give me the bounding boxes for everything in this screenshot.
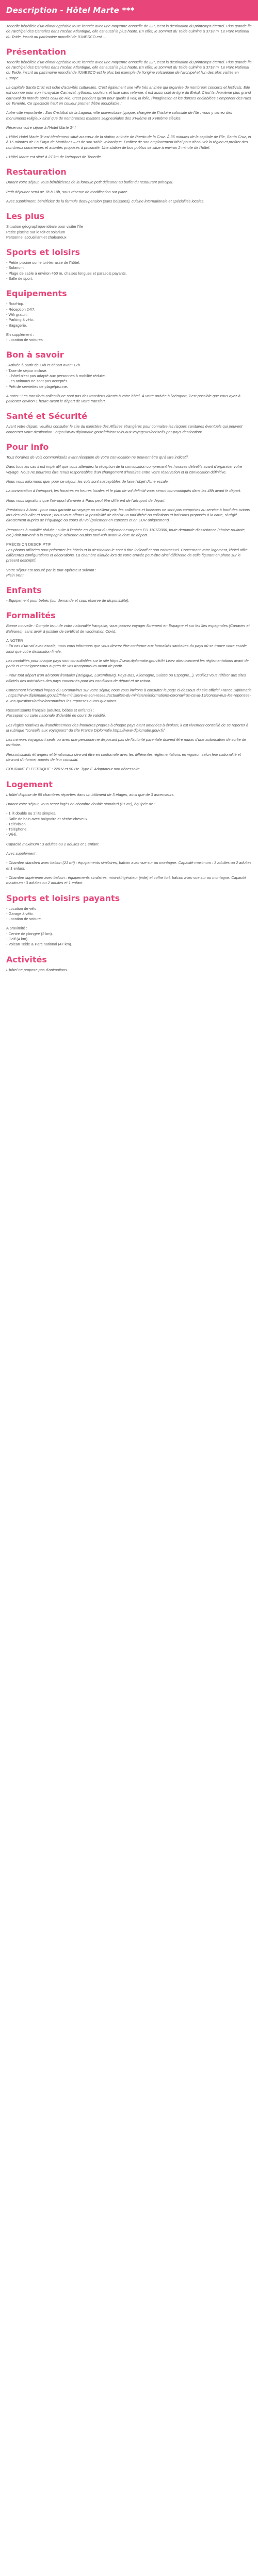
list-item: - Télévision. [6, 821, 27, 826]
formalites-paragraph: Passeport ou carte nationale d'identité en cours de validité. [6, 713, 106, 718]
logement-paragraph: L'hôtel dispose de 95 chambres réparties dans un bâtiment de 3 étages, ainsi que de 3 ascenseurs. [6, 792, 175, 797]
enfants-line: - Equipement pour bébés (sur demande et sous réserve de disponibilité). [6, 598, 130, 603]
equipements-extra-list [6, 332, 252, 343]
logement-list [6, 811, 252, 837]
list-item: - Petite piscine sur le toit-terrasse de l'hôtel. [6, 260, 80, 265]
list-item: - Bagagerie. [6, 323, 27, 328]
presentation-paragraph: L'Hôtel Marte est situé à 27 km de l'aéroport de Tenerife. [6, 155, 102, 160]
pour-info-paragraph: Les photos utilisées pour présenter les hôtels et la destination le sont à titre indicatif et non contractuel. Concernant votre logement, l'hôtel offre différentes configurations et décorations. La chambre allouée lors de votre arrivée peut-être ainsi différente de celle figurant en photo sur le présent descriptif. [6, 547, 248, 563]
formalites-subheading: A NOTER [6, 638, 23, 643]
bon-savoir-heading: Bon à savoir [6, 350, 64, 360]
logement-supplement: - Chambre supérieure avec balcon : équipements similaires, mini-réfrigérateur (vide) et coffre fort, balcon avec vue sur ou montagne. Capacité maximum : 3 adultes ou 2 adultes et 1 enfant. [6, 875, 247, 886]
presentation-paragraph: Autre ville importante : San Cristóbal de la Laguna, ville universitaire typique, chargée de l'histoire coloniale de l'île ; vous y verrez des monuments religieux ainsi que de nombreuses maisons seigneuriales des XVIIème et XVIIIème siècles. [6, 110, 232, 121]
title-banner [0, 0, 258, 21]
formalites-paragraph: COURANT ÉLECTRIQUE : 220 V et 50 Hz. Type F. Adaptateur non nécessaire. [6, 767, 141, 772]
list-item: - Réception 24/7. [6, 307, 36, 312]
pour-info-subheading: PRÉCISION DESCRIPTIF [6, 542, 51, 547]
list-item: - Garage à vélo. [6, 911, 34, 916]
formalites-heading: Formalités [6, 611, 56, 621]
presentation-paragraph: Réservez votre séjour à l'Hotel Marte 3* ! [6, 125, 76, 130]
pour-info-paragraph: Nous vous signalons que l'aéroport d'arrivée à Paris peut être différent de l'aéroport de départ. [6, 498, 166, 503]
bon-savoir-list [6, 363, 252, 389]
logement-supplement-title: Avec supplément : [6, 851, 38, 856]
proximite-list [6, 926, 252, 947]
activites-line: L'hôtel ne propose pas d'animations. [6, 967, 68, 972]
restauration-paragraph: Durant votre séjour, vous bénéficierez de la formule petit déjeuner au buffet du restaurant principal. [6, 180, 173, 185]
list-item: - Location de voitures. [6, 337, 44, 343]
logement-capacity: Capacité maximum : 3 adultes ou 2 adultes et 1 enfant. [6, 841, 100, 846]
equipements-list [6, 301, 252, 328]
list-item: - Solarium. [6, 265, 25, 270]
activites-heading: Activités [6, 954, 47, 964]
list-item: - Les animaux ne sont pas acceptés. [6, 379, 69, 384]
list-item: Petite piscine sur le toit et solarium [6, 229, 66, 234]
pour-info-paragraph: La convocation à l'aéroport, les horaires en heures locales et le plan de vol définitif vous seront communiqués dans les 48h avant le départ. [6, 488, 241, 494]
list-item: - Location de voiture. [6, 917, 42, 922]
pour-info-paragraph: Tous horaires de vols communiqués avant réception de votre convocation ne peuvent être qu'à titre indicatif. [6, 455, 189, 460]
equipements-heading: Equipements [6, 289, 67, 299]
list-item: - Parking à vélo. [6, 317, 34, 323]
list-item: En supplément : [6, 332, 34, 337]
list-item: - L'hôtel n'est pas adapté aux personnes à mobilité réduite. [6, 373, 106, 378]
list-item: Personnel accueillant et chaleureux [6, 234, 67, 240]
pour-info-heading: Pour info [6, 442, 49, 452]
list-item: - 1 lit double ou 2 lits simples. [6, 811, 56, 816]
enfants-heading: Enfants [6, 585, 42, 596]
presentation-paragraph: L'Hôtel Hotel Marte 3* est idéalement situé au cœur de la station animée de Puerto de la Cruz. À 35 minutes de la capitale de l'île, Santa Cruz, et à 15 minutes de La Playa de Martiánez – et de son sable volcanique. Profitez de son emplacement idéal pour découvrir la région et profiter des nombreux commerces et activités proposés à proximité. Une station de bus publics se situe à environ 2 minute de l'hôtel. [6, 134, 251, 150]
page-title: Description - Hôtel Marte *** [6, 6, 135, 15]
formalites-paragraph: Les mineurs voyageant seuls ou avec une personne ne disposant pas de l'autorité parentale doivent être munis d'une autorisation de sortie de territoire. [6, 737, 247, 748]
formalites-paragraph: Les règles relatives au franchissement des frontières propres à chaque pays étant amenées à évoluer, il est vivement conseillé de se reporter à la rubrique "conseils aux voyageurs" du site France Diplomatie.https://www.diplomatie.gouv.fr/ [6, 722, 249, 733]
intro-paragraph: Tenerife bénéficie d'un climat agréable toute l'année avec une moyenne annuelle de 22°, c'est la destination du printemps éternel. Plus grande île de l'archipel des Canaries dans l'océan Atlantique, elle est aussi la plus haute. En effet, le sommet du Teide culmine à 3718 m. Le Parc National du Teide, inscrit au patrimoine mondial de l'UNESCO est ... [6, 24, 252, 39]
list-item: - Centre de plongée (2 km). [6, 931, 53, 936]
sports-heading: Sports et loisirs [6, 247, 80, 258]
proximite-title: A proximité : [6, 926, 27, 931]
sports-list [6, 260, 252, 281]
presentation-paragraph: Tenerife bénéficie d'un climat agréable toute l'année avec une moyenne annuelle de 22°, c'est la destination du printemps éternel. Plus grande île de l'archipel des Canaries dans l'océan Atlantique, elle est aussi la plus haute. En effet, le sommet du Teide culmine à 3718 m. Le Parc National du Teide, inscrit au patrimoine mondial de l'UNESCO est le plus bel exemple de l'origine volcanique de l'archipel et l'un des plus visités en Europe. [6, 59, 252, 80]
restauration-heading: Restauration [6, 167, 67, 177]
sante-heading: Santé et Sécurité [6, 411, 87, 421]
list-item: - Salle de sport. [6, 276, 33, 281]
logement-paragraph: Durant votre séjour, vous serez logés en chambre double standard (21 m²), équipée de : [6, 801, 155, 806]
sports-payants-list [6, 906, 252, 922]
pour-info-paragraph: Personnes à mobilité réduite : suite à l'entrée en vigueur du règlement européen EU 1107/2006, toute demande d'assistance (chaise roulante, etc.) doit parvenir à la compagnie aérienne au plus tard 48h avant la date de départ. [6, 527, 246, 538]
list-item: - Salle de bain avec baignoire et sèche-cheveux. [6, 816, 89, 821]
pour-info-paragraph: Nous vous informons que, pour ce séjour, les vols sont susceptibles de faire l'objet d'une escale. [6, 479, 169, 484]
formalites-paragraph: Ressortissants étrangers et binationaux devront être en conformité avec les différentes réglementations en vigueur, selon leur nationalité et devront s'informer auprès de leur consulat. [6, 752, 241, 762]
logement-supplement: - Chambre standard avec balcon (21 m²) : équipements similaires, balcon avec vue sur ou montagne. Capacité maximum : 3 adultes ou 2 adultes et 1 enfant. [6, 860, 252, 871]
sante-paragraph: Avant votre départ, veuillez consulter le site du ministère des Affaires étrangères pour connaître les risques sanitaires éventuels qui peuvent concerner votre destination : https://www.diplomatie.gouv.fr/fr/conseils-aux-voyageurs/conseils-par-pays-destination/ [6, 424, 243, 434]
list-item: - Téléphone. [6, 827, 28, 832]
restauration-paragraph: Petit déjeuner servi de 7h à 10h, sous réserve de modification sur place. [6, 189, 128, 194]
list-item: - Golf (4 km). [6, 936, 29, 941]
restauration-paragraph: Avec supplément, bénéficiez de la formule demi-pension (sans boissons), cuisine internationale et spécialités locales. [6, 198, 205, 204]
content [0, 21, 258, 973]
formalites-paragraph: Concernant l'éventuel impact du Coronavirus sur votre séjour, nous vous invitons à consulter la page ci-dessous du site officiel France Diplomatie : https://www.diplomatie.gouv.fr/fr/le-ministere-et-son-reseau/actualites-du-ministere/informations-coronavirus-covid-19/coronavirus-les-reponses-a-vos-questions/article/coronavirus-les-reponses-a-vos-questions [6, 688, 252, 703]
plus-list [6, 224, 252, 240]
presentation-paragraph: La capitale Santa Cruz est riche d'activités culturelles. C'est également une ville très animée qui organise de nombreux concerts et festivals. Elle est connue pour son incroyable Carnaval: rythmes, couleurs et luxe sans retenue, il est aussi coté le tigre du Brésil. C'est la deuxième plus grand carnaval du monde après celui de Rio. C'est pendant qu'un pour quelle à voir, la folie, l'imagination et les danses endiablées s'emparent des rues de Tenerife. Ce spectacle haut en couleur promet d'être inoubliable ! [6, 85, 251, 106]
logement-heading: Logement [6, 779, 53, 789]
list-item: - Wi-fi. [6, 832, 18, 837]
presentation-heading: Présentation [6, 46, 67, 57]
list-item: - Volcan Teide & Parc national (47 km). [6, 942, 72, 947]
pour-info-operator: Plein Vent [6, 572, 24, 578]
list-item: - Prêt de serviettes de plage/piscine. [6, 384, 68, 389]
list-item: - Taxe de séjour incluse. [6, 368, 47, 373]
sports-payants-heading: Sports et loisirs payants [6, 893, 120, 903]
formalites-paragraph: - Pour tout départ d'un aéroport frontalier (Belgique, Luxembourg, Pays-Bas, Allemagne, Suisse ou Espagne...), veuillez vous référer aux sites officiels des ministères des pays concernés pour les conditions de départ et de retour. [6, 673, 246, 683]
list-item: - Arrivée à partir de 14h et départ avant 12h. [6, 363, 82, 368]
list-item: - Wifi gratuit. [6, 312, 28, 317]
formalites-paragraph: Les modalités pour chaque pays sont consultables sur le site https://www.diplomatie.gouv.fr/fr/ Lisez attentivement les réglementations avant de partir et renseignez-vous auprès de vos transporteurs avant de partir. [6, 658, 249, 669]
formalites-paragraph: Bonne nouvelle : Compte tenu de votre nationalité française, vous pouvez voyager librement en Espagne et sur les îles espagnoles (Canaries et Baléares), sans avoir à justifier de certificat de vaccination Covid. [6, 623, 250, 634]
list-item: - Location de vélo. [6, 906, 38, 911]
formalites-paragraph: - En cas d'un vol avec escale, nous vous informons que vous devrez être conforme aux formalités sanitaires du pays où se trouve votre escale ainsi que votre destination finale. [6, 643, 247, 654]
list-item: - Plage de sable à environ 450 m, chaises longues et parasols payants. [6, 270, 127, 276]
pour-info-paragraph: Dans tous les cas il est impératif que vous attendiez la réception de la convocation comprenant les horaires définitifs avant d'organiser votre voyage. Nous ne pourrons être tenus responsables d'un changement d'horaires entre votre réservation et la convocation définitive. [6, 464, 243, 474]
bon-savoir-paragraph: A noter : Les transferts collectifs ne sont pas des transferts directs à votre hôtel. À votre arrivée à l'aéroport, il est possible que vous ayez à patienter environ 1 heure avant le départ de votre transfert. [6, 393, 240, 404]
list-item: Situation géographique idéale pour visiter l'île [6, 224, 83, 229]
pour-info-line: Votre séjour est assuré par le tour-opérateur suivant : [6, 567, 96, 572]
page [0, 0, 258, 973]
formalites-line: Ressortissants français (adultes, bébés et enfants) : [6, 707, 94, 713]
list-item: - Roof-top. [6, 301, 24, 307]
plus-heading: Les plus [6, 211, 44, 222]
pour-info-paragraph: Prestations à bord : pour vous garantir un voyage au meilleur prix, les collations et boissons ne sont pas comprises au service à bord des avions lors des vols aller et retour ; nous vous offrons la possibilité de choisir un tarif libéré ou collations et boissons proposés à la carte, si réglé directement auprès de l'équipage ou cours du vol (paiement en espèces et en EUR uniquement). [6, 507, 250, 523]
